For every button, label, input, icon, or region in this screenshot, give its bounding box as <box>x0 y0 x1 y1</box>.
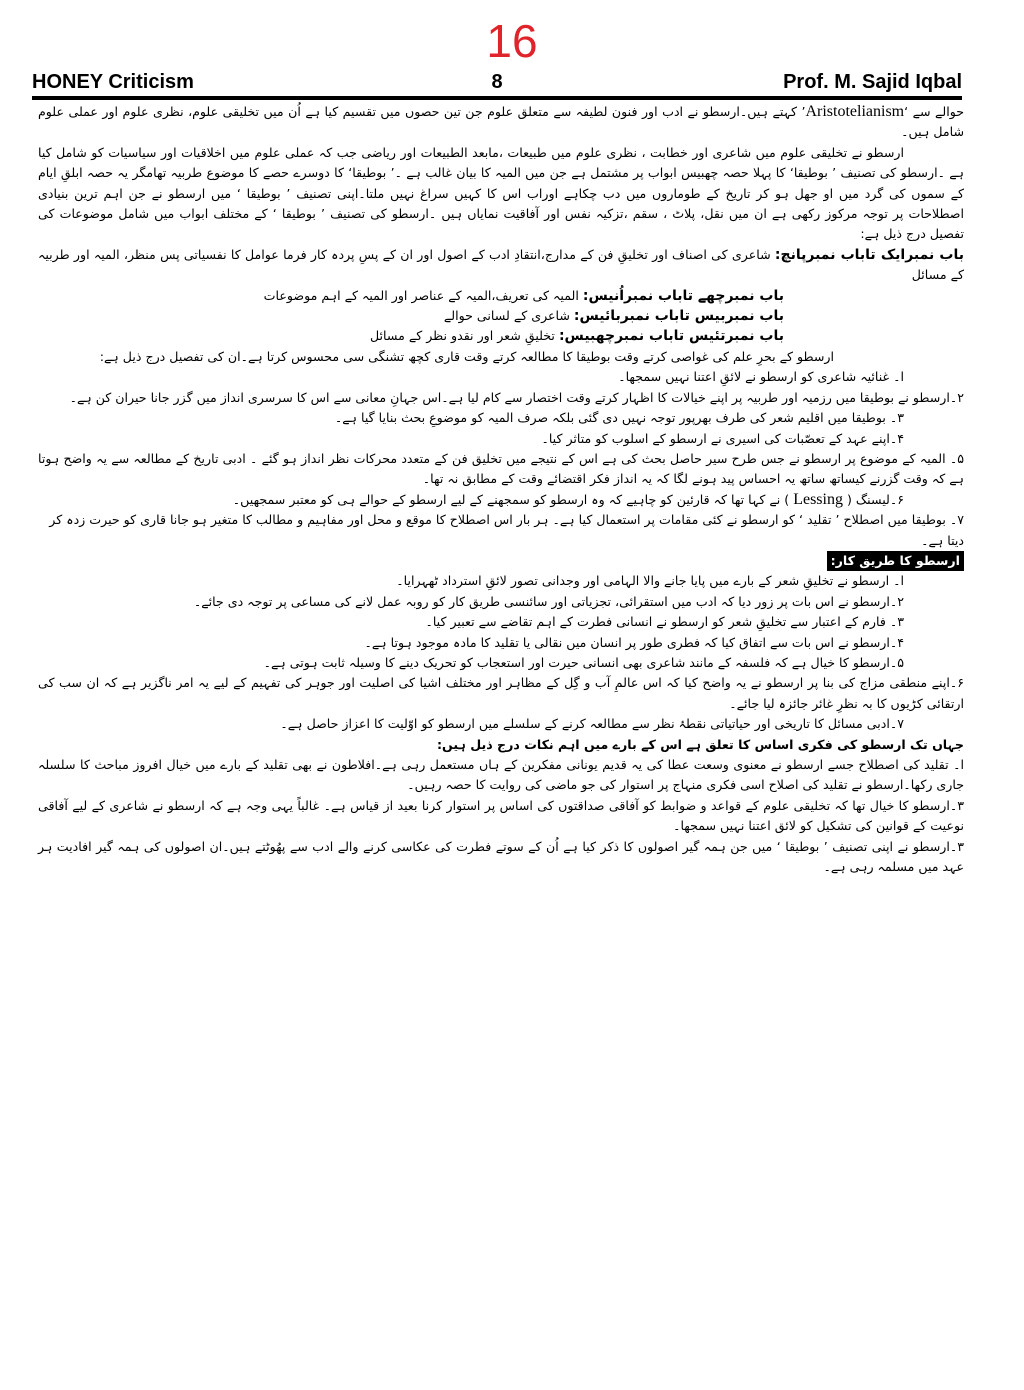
intro-text-b: ’ کہتے ہیں۔ارسطو نے ادب اور فنون لطیفہ سے متعلق علوم جن تین حصوں میں تقسیم کیا ہے اُن میں تخلیقی علوم، نظری علوم اور عملی علوم شامل ہیں۔ <box>38 104 964 140</box>
page-body <box>38 102 964 877</box>
chapter-text: شاعری کی اصناف اور تخلیقِ فن کے مدارج،انتقادِ ادب کے اصول اور ان کے پسِ پردہ کار فرما عوامل کا نفسیاتی پس منظر، المیہ اور طربیہ کے مسائل <box>38 246 964 283</box>
method-heading-row <box>38 551 964 571</box>
item6-text-a: ۶۔لیسنگ ( <box>842 491 904 507</box>
chapter-label: باب نمبرتئیس تاباب نمبرچھبیس: <box>558 328 784 345</box>
chapter-text: تخلیقِ شعر اور نقدو نظر کے مسائل <box>369 328 559 344</box>
list-item: ۴۔اپنے عہد کے تعصّبات کی اسیری نے ارسطو کے اسلوب کو متاثر کیا۔ <box>541 430 904 446</box>
method-item: ۶۔اپنے منطقی مزاج کی بنا پر ارسطو نے یہ واضح کیا کہ اس عالمِ آب و گِل کے مظاہر اور مختلف اشیا کی اصلیت اور جوہر کی تفہیم کے لیے یہ امر ناگزیر ہے کہ ان سب کی ارتقائی کڑیوں کا بہ نظرِ غائر جائزہ لیا جائے۔ <box>38 675 964 711</box>
method-item: ۷۔ادبی مسائل کا تاریخی اور حیاتیاتی نقطۂ نظر سے مطالعہ کرنے کے سلسلے میں ارسطو کو اوّلیت کا اعزاز حاصل ہے۔ <box>280 716 904 732</box>
chapter-item <box>38 306 964 326</box>
method-item: ۳۔ فارم کے اعتبار سے تخلیقِ شعر کو ارسطو نے انسانی فطرت کے اہم تقاضے سے تعبیر کیا۔ <box>425 614 904 630</box>
running-header <box>32 70 962 94</box>
chapter-label: باب نمبرچھے تاباب نمبراُنیس: <box>582 287 784 304</box>
list-item: ۷۔ بوطیقا میں اصطلاح ’ تقلید ‘ کو ارسطو نے کئی مقامات پر استعمال کیا ہے۔ ہر بار اس اصطلاح کا موقع و محل اور مفاہیم و مطالب کا متغیر ہو جانا قاری کو حیرت زدہ کر دیتا ہے۔ <box>49 512 964 548</box>
chapter-item <box>38 326 964 346</box>
latin-term: Aristotelianism <box>805 103 905 120</box>
list-item <box>38 490 964 510</box>
foundation-item: ا۔ تقلید کی اصطلاح جسے ارسطو نے معنوی وسعت عطا کی یہ قدیم یونانی مفکرین کے ہاں مستعمل رہی ہے۔افلاطون نے بھی تقلید کے بارے میں خیال افروز مباحث کا سلسلہ جاری رکھا۔ارسطو نے تقلید کی اصلاح اسی فکری منہاج پر استوار کی جو ماضی کی روایت کا حصہ رہیں۔ <box>38 757 964 793</box>
foundation-item: ۳۔ارسطو کا خیال تھا کہ تخلیقی علوم کے قواعد و ضوابط کو آفاقی صداقتوں کی اساس پر استوار کرنا بعید از قیاس ہے۔ غالباً یہی وجہ ہے کہ ارسطو نے شاعری کے لیے آفاقی نوعیت کے قوانین کی تشکیل کو لائق اعتنا نہیں سمجھا۔ <box>38 797 964 834</box>
list-item: ۲۔ارسطو نے بوطیقا میں رزمیہ اور طربیہ پر اپنے خیالات کا اظہار کرتے وقت اختصار سے کام لیا ہے۔اس جہانِ معانی سے اس کا سرسری انداز میں گزر جانا حیران کن ہے۔ <box>69 389 964 405</box>
method-item: ۲۔ارسطو نے اس بات پر زور دیا کہ ادب میں استقرائی، تجزیاتی اور سائنسی طریق کار کو روبہ عمل لانے کی مساعی پر توجہ دی جائے۔ <box>193 593 904 609</box>
header-author: Prof. M. Sajid Iqbal <box>783 71 962 93</box>
foundation-heading: جہاں تک ارسطو کی فکری اساس کا تعلق ہے اس کے بارے میں اہم نکات درج ذیل ہیں: <box>436 736 964 752</box>
intro-paragraph-1 <box>38 102 964 143</box>
intro-text-a: حوالے سے ‘ <box>904 104 964 119</box>
item6-text-b: ) نے کہا تھا کہ قارئین کو چاہیے کہ وہ ارسطو کو سمجھنے کے لیے ارسطو کے حوالے ہی کو معتبر سمجھیں۔ <box>232 491 794 507</box>
intro-paragraph-2: ارسطو نے تخلیقی علوم میں شاعری اور خطابت ، نظری علوم میں طبیعات ،مابعد الطبیعات اور ریاضی جب کہ عملی علوم میں اخلاقیات اور سیاسیات کو شامل کیا ہے ۔ارسطو کی تصنیف ’ بوطیقا‘ کا پہلا حصہ چھبیس ابواب پر مشتمل ہے جن میں المیہ کا بیان غالب ہے ۔’ بوطیقا‘ کا دوسرے حصے کا موضوع طربیہ تھامگر یہ حصہ ابلقِ ایام کے سموں کی گرد میں او جھل ہو کر تاریخ کے طوماروں میں دب چکاہے اوراب اس کا کہیں سراغ نہیں ملتا۔اپنی تصنیف ’ بوطیقا ‘ میں ارسطو نے جن اہم ترین بنیادی اصطلاحات پر توجہ مرکوز رکھی ہے ان میں نقل، پلاٹ ، سقم ،تزکیہ نفس اور آفاقیت نمایاں ہیں ۔ارسطو کی تصنیف ’ بوطیقا ‘ کے مختلف ابواب میں شامل موضوعات کی تفصیل درج ذیل ہے: <box>38 144 964 242</box>
header-title: HONEY Criticism <box>32 71 194 93</box>
chapter-text: شاعری کے لسانی حوالے <box>443 308 574 324</box>
list-item: ا۔ غنائیہ شاعری کو ارسطو نے لائقِ اعتنا نہیں سمجھا۔ <box>618 369 904 385</box>
list-item: ۵۔ المیہ کے موضوع پر ارسطو نے جس طرح سیر حاصل بحث کی ہے اس کے نتیجے میں تخلیق فن کے متعدد محرکات نظر انداز ہو گئے ۔ ادبی تاریخ کے مطالعہ سے یہ واضح ہوتا ہے کہ وقت گزرنے کیساتھ ساتھ یہ احساس پید ہونے لگا کہ یہ انداز فکر اقتضائے وقت کے مطابق نہ تھا۔ <box>38 450 964 487</box>
chapter-item <box>38 286 964 306</box>
foundation-item: ۳۔ارسطو نے اپنی تصنیف ’ بوطیقا ‘ میں جن ہمہ گیر اصولوں کا ذکر کیا ہے اُن کے سوتے فطرت کی عکاسی کرنے والے ادب سے پھُوٹتے ہیں۔ان اصولوں کی ہمہ گیر افادیت ہر عہد میں مسلمہ رہی ہے۔ <box>38 838 964 875</box>
chapter-item <box>38 245 964 286</box>
list-item: ۳۔ بوطیقا میں اقلیم شعر کی طرف بھرپور توجہ نہیں دی گئی بلکہ صرف المیہ کو موضوعِ بحث بنایا گیا ہے۔ <box>334 410 904 426</box>
latin-term: Lessing <box>793 490 843 508</box>
header-page-number: 8 <box>491 71 503 93</box>
method-item: ۵۔ارسطو کا خیال ہے کہ فلسفہ کے مانند شاعری بھی انسانی حیرت اور استعجاب کو تحریک دینے کا وسیلہ ثابت ہوتی ہے۔ <box>263 654 904 670</box>
header-rule <box>32 96 962 100</box>
method-item: ۴۔ارسطو نے اس بات سے اتفاق کیا کہ فطری طور پر انسان میں نقالی یا تقلید کا مادہ موجود ہوتا ہے۔ <box>364 634 904 650</box>
method-item: ا۔ ارسطو نے تخلیقِ شعر کے بارے میں پایا جانے والا الہامی اور وجدانی تصور لائقِ استرداد ٹھہرایا۔ <box>396 573 904 589</box>
thirst-intro: ارسطو کے بحرِ علم کی غواصی کرتے وقت بوطیقا کا مطالعہ کرتے وقت قاری کچھ تشنگی سی محسوس کرتا ہے۔ان کی تفصیل درج ذیل ہے: <box>99 348 834 364</box>
chapter-label: باب نمبربیس تاباب نمبربائیس: <box>573 308 784 325</box>
page-number-large: 16 <box>486 15 538 67</box>
method-heading: ارسطو کا طریق کار: <box>827 551 964 571</box>
chapter-label: باب نمبرایک تاباب نمبرپانچ: <box>774 246 964 263</box>
chapter-text: المیہ کی تعریف،المیہ کے عناصر اور المیہ کے اہم موضوعات <box>263 287 583 303</box>
